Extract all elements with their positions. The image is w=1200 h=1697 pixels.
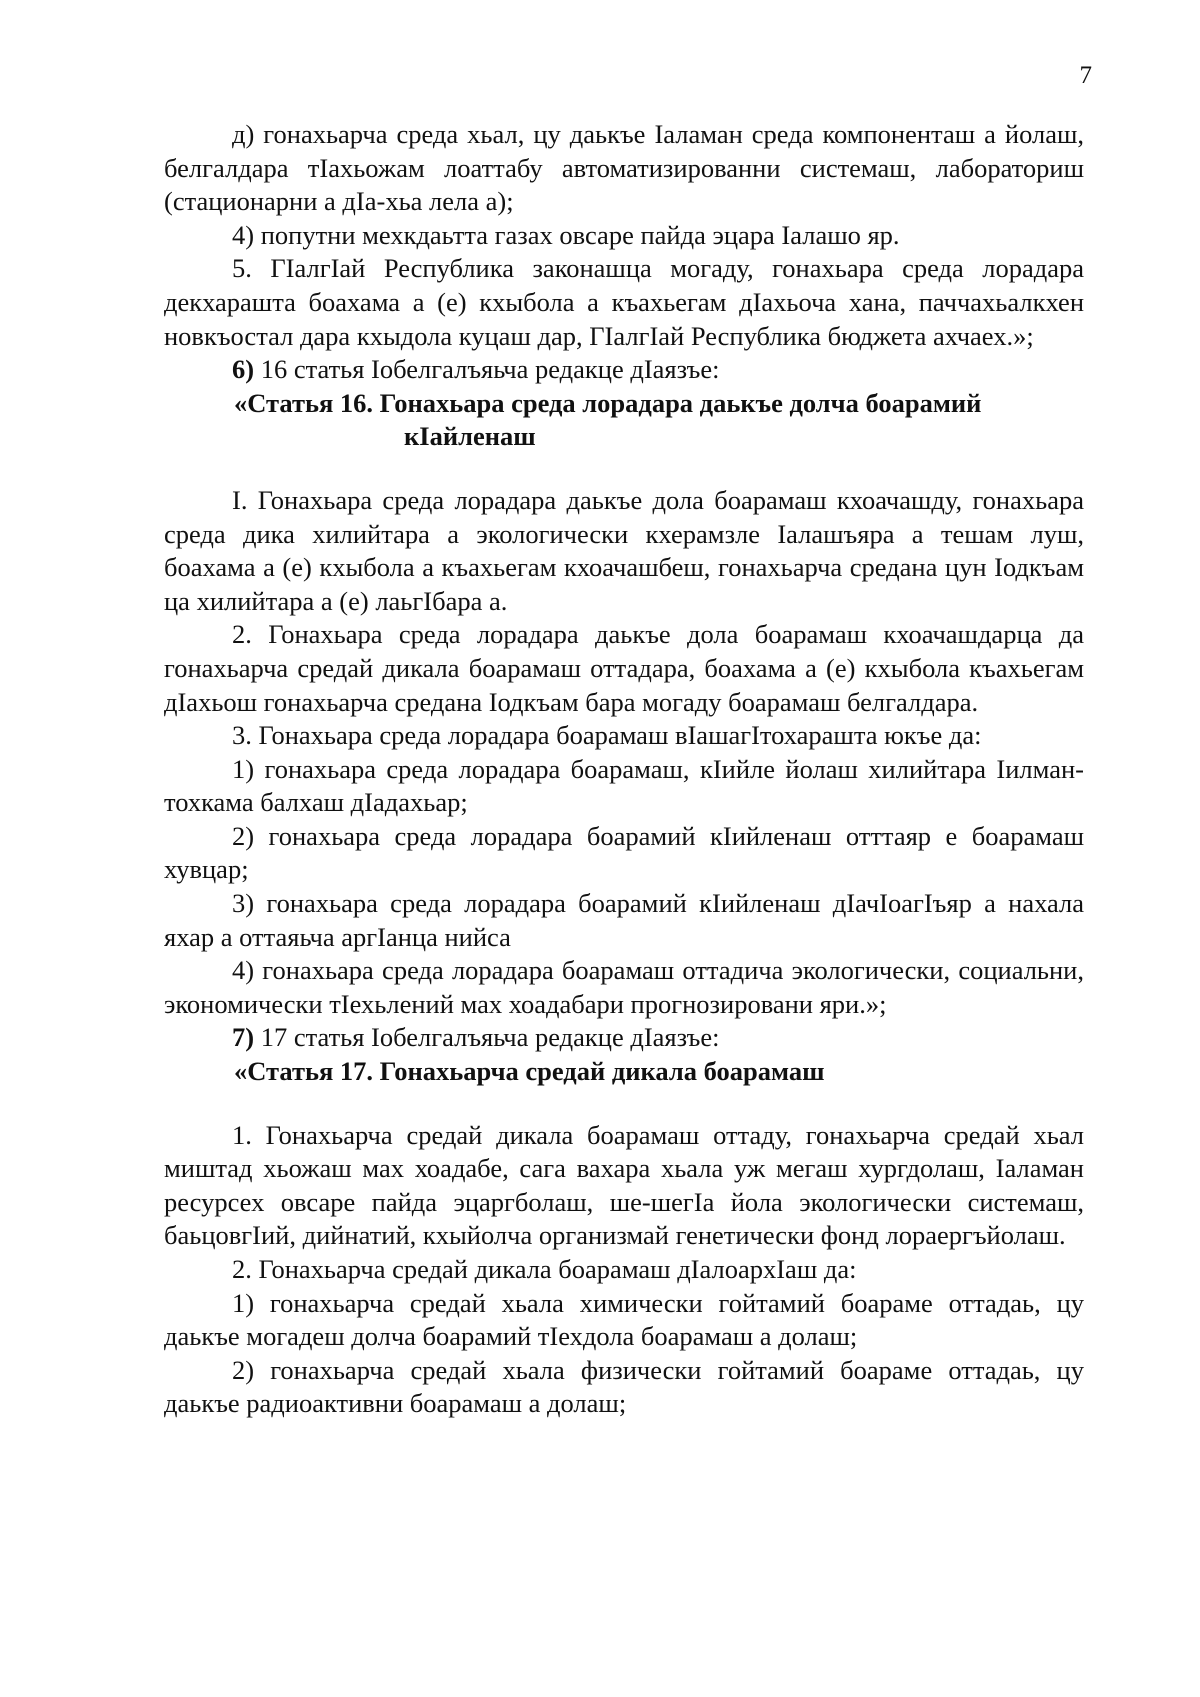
document-body xyxy=(164,118,1084,1421)
paragraph: 3. Гонахьара среда лорадара боарамаш вIашагIтохарашта юкъе да: xyxy=(232,720,982,751)
paragraph: 1. Гонахьарча средай дикала боарамаш оттаду, гонахьарча средай хьал миштад хьожаш мах хоадабе, сага вахара хьала уж мегаш хургдолаш, Iаламан ресурсех овсаре пайда эцаргболаш, ше-шегIа йола экологически системаш, баьцовгIий, дийнатий, кхыйолча организмай генетически фонд лораергъйолаш. xyxy=(164,1119,1084,1251)
article-heading xyxy=(164,1055,1084,1089)
spacer xyxy=(164,1089,1084,1119)
paragraph: 4) гонахьара среда лорадара боарамаш оттадича экологически, социальни, экономически тIехьлений мах хоадабари прогнозировани яри.»; xyxy=(164,955,1084,1019)
paragraph: 2. Гонахьара среда лорадара даькъе дола боарамаш кхоачашдарца да гонахьарча средай дикала боарамаш оттадара, боахама а (е) кхыбола къахьегам дIахьош гонахьарча средана Iодкъам бара могаду боарамаш белгалдара. xyxy=(164,619,1084,717)
amendment-number: 7) xyxy=(232,1022,255,1053)
paragraph: 2. Гонахьарча средай дикала боарамаш дIалоархIаш да: xyxy=(232,1254,857,1284)
amendment-text: 16 статья Iобелгалъяьча редакце дIаязъе: xyxy=(254,354,720,385)
article-heading xyxy=(164,387,1084,454)
paragraph: 4) попутни мехкдаьтта газах овсаре пайда эцара Iалашо яр. xyxy=(232,219,900,250)
page-number: 7 xyxy=(1079,62,1092,89)
paragraph: 1) гонахьара среда лорадара боарамаш, кIийле йолаш хилийтара Iилман-тохкама балхаш дIадахьар; xyxy=(164,753,1084,818)
paragraph: 3) гонахьара среда лорадара боарамий кIийленаш дIачIоагIъяр а нахала яхар а оттаяьча аргIанца нийса xyxy=(164,888,1084,952)
paragraph: I. Гонахьара среда лорадара даькъе дола боарамаш кхоачашду, гонахьара среда дика хилийтара а экологически кхерамзле Iалашъяра а тешам луш, боахама а (е) кхыбола а къахьегам кхоачашбеш, гонахьарча средана цун Iодкъам ца хилийтара а (е) лаьгIбара а. xyxy=(164,484,1084,616)
article-heading-line: кIайленаш xyxy=(404,421,536,452)
article-heading-line: «Статья 17. Гонахьарча средай дикала боарамаш xyxy=(234,1056,825,1087)
amendment-text: 17 статья Iобелгалъяьча редакце дIаязъе: xyxy=(254,1022,720,1053)
amendment-number: 6) xyxy=(232,354,255,385)
paragraph: д) гонахьарча среда хьал, цу даькъе Iаламан среда компоненташ а йолаш, белгалдара тIахьожам лоаттабу автоматизированни системаш, лабораториш (стационарни а дIа-хьа лела а); xyxy=(164,119,1084,217)
paragraph: 1) гонахьарча средай хьала химически гойтамий боараме оттадаь, цу даькъе могадеш долча боарамий тIехдола боарамаш а долаш; xyxy=(164,1287,1084,1352)
paragraph: 5. ГIалгIай Республика законашца могаду, гонахьара среда лорадара декхарашта боахама а (е) кхыбола а къахьегам дIахьоча хана, паччахьалкхен новкъостал дара кхыдола куцаш дар, ГIалгIай Республика бюджета ахчаех.»; xyxy=(164,253,1084,351)
amendment-item xyxy=(164,1021,1084,1055)
article-heading-line: «Статья 16. Гонахьара среда лорадара даькъе долча боарамий xyxy=(234,387,982,418)
amendment-item xyxy=(164,353,1084,387)
paragraph: 2) гонахьара среда лорадара боарамий кIийленаш отттаяр е боарамаш хувцар; xyxy=(164,820,1084,885)
paragraph: 2) гонахьарча средай хьала физически гойтамий боараме оттадаь, цу даькъе радиоактивни боарамаш а долаш; xyxy=(164,1354,1084,1419)
spacer xyxy=(164,454,1084,484)
